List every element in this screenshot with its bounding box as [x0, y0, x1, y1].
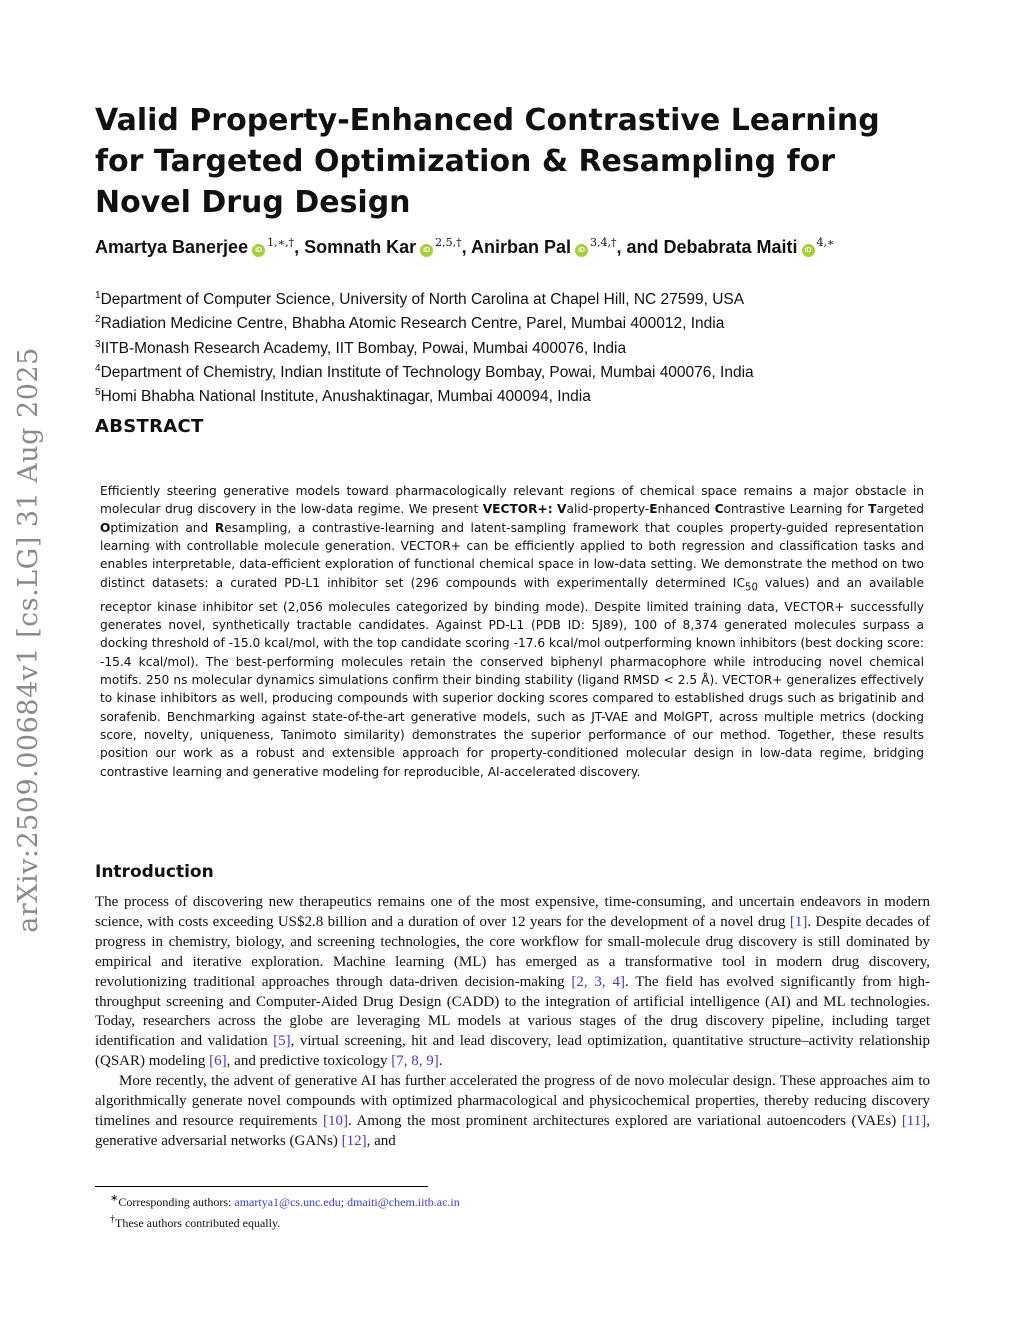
- citation-link[interactable]: [2, 3, 4]: [571, 973, 625, 990]
- introduction-body: [95, 893, 930, 1152]
- author-affil-marks: 1,∗,†: [267, 236, 295, 249]
- footnote-equal: †These authors contributed equally.: [110, 1214, 281, 1230]
- footnote-corresponding: ∗Corresponding authors: amartya1@cs.unc.edu; dmaiti@chem.iitb.ac.in: [110, 1193, 460, 1209]
- author-separator: , and: [616, 237, 664, 257]
- author-affil-marks: 3,4,†: [589, 236, 617, 249]
- affiliation-list: [95, 286, 955, 408]
- abstract-heading: ABSTRACT: [95, 416, 204, 437]
- orcid-icon[interactable]: iD: [420, 244, 433, 257]
- orcid-icon[interactable]: iD: [252, 244, 265, 257]
- author-name: Debabrata Maiti: [663, 237, 798, 257]
- abstract-text: Efficiently steering generative models toward pharmacologically relevant regions of chemical space remains a major obstacle in molecular drug discovery in the low-data regime. We present VECTOR+: Valid-property-Enhanced Contrastive Learning for Targeted Optimization and Resampling, a contrastive-learning and latent-sampling framework that couples property-guided representation learning with controllable molecule generation. VECTOR+ can be efficiently applied to both regression and classification tasks and enables interpretable, data-efficient exploration of functional chemical space in low-data setting. We demonstrate the method on two distinct datasets: a curated PD-L1 inhibitor set (296 compounds with experimentally determined $IC_{50}$ values) and an available receptor kinase inhibitor set (2,056 molecules categorized by binding mode). Despite limited training data, VECTOR+ successfully generates novel, synthetically tractable candidates. Against PD-L1 (PDB ID: 5J89), 100 of 8,374 generated molecules surpass a docking threshold of -15.0 kcal/mol, with the top candidate scoring -17.6 kcal/mol outperforming known inhibitors (best docking score: -15.4 kcal/mol). The best-performing molecules retain the conserved biphenyl pharmacophore while introducing novel chemical motifs. 250 ns molecular dynamics simulations confirm their binding stability (ligand RMSD < 2.5 Å). VECTOR+ generalizes effectively to kinase inhibitors as well, producing compounds with superior docking scores compared to established drugs such as brigatinib and sorafenib. Benchmarking against state-of-the-art generative models, such as JT-VAE and MolGPT, across multiple metrics (docking score, novelty, uniqueness, Tanimoto similarity) demonstrates the superior performance of our method. Together, these results position our work as a robust and extensible approach for property-conditioned molecular design in low-data regime, bridging contrastive learning and generative modeling for reproducible, AI-accelerated discovery.: [100, 484, 924, 779]
- orcid-icon[interactable]: iD: [575, 244, 588, 257]
- author-separator: ,: [461, 237, 471, 257]
- citation-link[interactable]: [11]: [901, 1112, 927, 1129]
- citation-link[interactable]: [10]: [323, 1112, 349, 1129]
- arxiv-stamp: arXiv:2509.00684v1 [cs.LG] 31 Aug 2025: [13, 347, 44, 933]
- paragraph: The process of discovering new therapeutics remains one of the most expensive, time-consuming, and uncertain endeavors in modern science, with costs exceeding US$2.8 billion and a duration of over 12 years for the development of a novel drug [1]. Despite decades of progress in chemistry, biology, and screening technologies, the core workflow for small-molecule drug discovery is still dominated by empirical and iterative exploration. Machine learning (ML) has emerged as a transformative tool in modern drug discovery, revolutionizing traditional approaches through data-driven decision-making [2, 3, 4]. The field has evolved significantly from high-throughput screening and Computer-Aided Drug Design (CADD) to the integration of artificial intelligence (AI) and ML technologies. Today, researchers across the globe are leveraging ML models at various stages of the drug discovery pipeline, including target identification and validation [5], virtual screening, hit and lead discovery, lead optimization, quantitative structure–activity relationship (QSAR) modeling [6], and predictive toxicology [7, 8, 9].: [95, 894, 930, 1070]
- citation-link[interactable]: [12]: [341, 1132, 367, 1149]
- affiliation: $^1$Department of Computer Science, University of North Carolina at Chapel Hill, NC 27599, USA: [95, 290, 745, 309]
- citation-link[interactable]: [1]: [789, 913, 808, 930]
- author-separator: ,: [294, 237, 305, 257]
- affiliation: $^3$IITB-Monash Research Academy, IIT Bombay, Powai, Mumbai 400076, India: [95, 338, 627, 357]
- author-name: Amartya Banerjee: [95, 237, 249, 257]
- email-link[interactable]: dmaiti@chem.iitb.ac.in: [347, 1195, 460, 1209]
- paper-title: Valid Property-Enhanced Contrastive Learning for Targeted Optimization & Resampling for Novel Drug Design: [95, 103, 880, 220]
- footnote-rule: [95, 1186, 428, 1187]
- footnotes: [110, 1190, 910, 1232]
- author-list: [95, 236, 955, 258]
- author-name: Anirban Pal: [470, 237, 571, 257]
- citation-link[interactable]: [5]: [273, 1033, 291, 1050]
- citation-link[interactable]: [6]: [209, 1053, 227, 1070]
- citation-link[interactable]: [7, 8, 9]: [391, 1053, 439, 1070]
- author-name: Somnath Kar: [304, 237, 417, 257]
- email-link[interactable]: amartya1@cs.unc.edu: [234, 1195, 341, 1209]
- affiliation: $^2$Radiation Medicine Centre, Bhabha Atomic Research Centre, Parel, Mumbai 400012, India: [95, 314, 725, 333]
- affiliation: $^5$Homi Bhabha National Institute, Anushaktinagar, Mumbai 400094, India: [95, 387, 591, 406]
- orcid-icon[interactable]: iD: [802, 244, 815, 257]
- affiliation: $^4$Department of Chemistry, Indian Institute of Technology Bombay, Powai, Mumbai 400076, India: [95, 363, 754, 382]
- introduction-heading: Introduction: [95, 862, 214, 882]
- author-affil-marks: 2,5,†: [435, 236, 462, 249]
- author-affil-marks: 4,∗: [816, 236, 835, 249]
- paragraph: More recently, the advent of generative AI has further accelerated the progress of de novo molecular design. These approaches aim to algorithmically generate novel compounds with optimized pharmacological and physicochemical properties, thereby reducing discovery timelines and resource requirements [10]. Among the most prominent architectures explored are variational autoencoders (VAEs) [11], generative adversarial networks (GANs) [12], and: [95, 1073, 930, 1149]
